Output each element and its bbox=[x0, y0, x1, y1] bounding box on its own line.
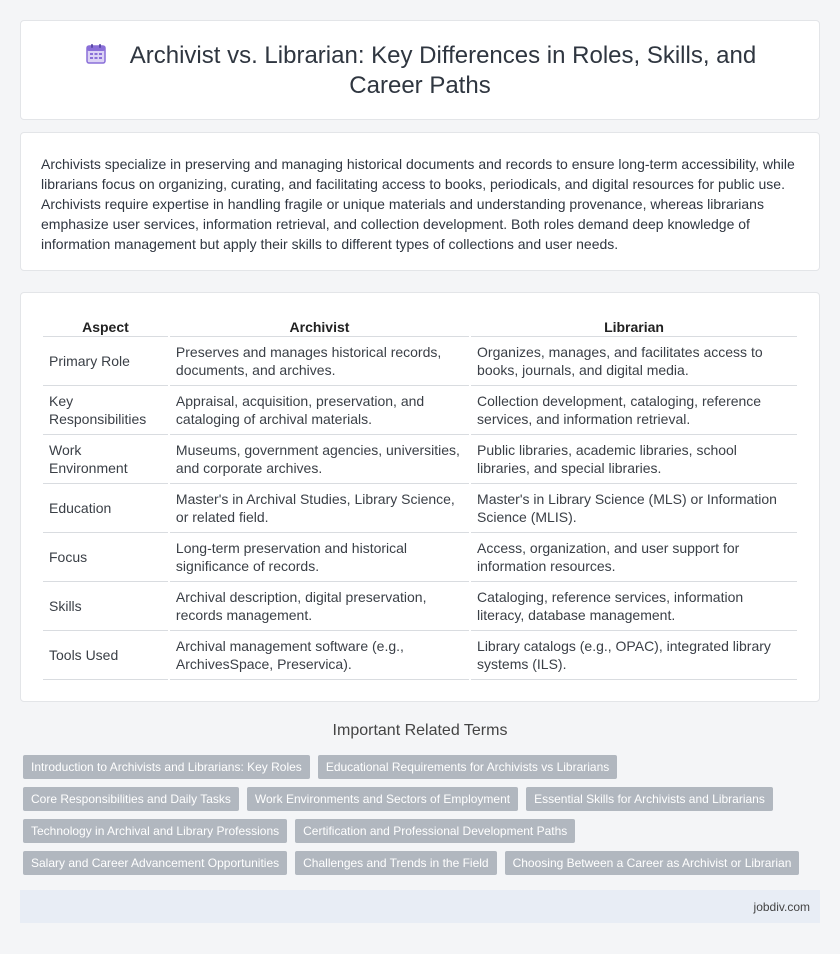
table-row bbox=[43, 484, 797, 533]
footer bbox=[20, 890, 820, 923]
archivist-cell: Museums, government agencies, universities, and corporate archives. bbox=[170, 435, 469, 484]
related-term-link[interactable]: Educational Requirements for Archivists vs Librarians bbox=[318, 755, 617, 779]
table-row bbox=[43, 582, 797, 631]
table-row bbox=[43, 386, 797, 435]
aspect-cell: Skills bbox=[43, 582, 168, 631]
page-title-block bbox=[51, 41, 789, 101]
table-row bbox=[43, 533, 797, 582]
related-terms-heading: Important Related Terms bbox=[332, 722, 508, 739]
related-term-link[interactable]: Technology in Archival and Library Professions bbox=[23, 819, 287, 843]
archivist-cell: Appraisal, acquisition, preservation, and cataloging of archival materials. bbox=[170, 386, 469, 435]
intro-card bbox=[20, 132, 820, 271]
related-term-link[interactable]: Essential Skills for Archivists and Librarians bbox=[526, 787, 773, 811]
related-term-link[interactable]: Choosing Between a Career as Archivist or Librarian bbox=[505, 851, 800, 875]
calendar-icon bbox=[84, 42, 108, 66]
table-row bbox=[43, 337, 797, 386]
footer-site-link[interactable]: jobdiv.com bbox=[753, 900, 810, 914]
librarian-cell: Library catalogs (e.g., OPAC), integrated library systems (ILS). bbox=[471, 631, 797, 680]
aspect-cell: Key Responsibilities bbox=[43, 386, 168, 435]
archivist-cell: Archival description, digital preservation, records management. bbox=[170, 582, 469, 631]
page-title: Archivist vs. Librarian: Key Differences in Roles, Skills, and Career Paths bbox=[129, 42, 757, 99]
archivist-cell: Preserves and manages historical records, documents, and archives. bbox=[170, 337, 469, 386]
librarian-cell: Collection development, cataloging, reference services, and information retrieval. bbox=[471, 386, 797, 435]
tag-row bbox=[23, 787, 823, 811]
comparison-table-card bbox=[20, 292, 820, 702]
related-term-link[interactable]: Salary and Career Advancement Opportunities bbox=[23, 851, 287, 875]
aspect-cell: Education bbox=[43, 484, 168, 533]
related-term-link[interactable]: Certification and Professional Development Paths bbox=[295, 819, 575, 843]
librarian-cell: Cataloging, reference services, information literacy, database management. bbox=[471, 582, 797, 631]
aspect-cell: Primary Role bbox=[43, 337, 168, 386]
librarian-cell: Access, organization, and user support for information resources. bbox=[471, 533, 797, 582]
aspect-cell: Work Environment bbox=[43, 435, 168, 484]
librarian-cell: Public libraries, academic libraries, school libraries, and special libraries. bbox=[471, 435, 797, 484]
related-term-link[interactable]: Core Responsibilities and Daily Tasks bbox=[23, 787, 239, 811]
intro-paragraph: Archivists specialize in preserving and managing historical documents and records to ensure long-term accessibility, while librarians focus on organizing, curating, and facilitating access to books, periodicals, and digital resources for public use. Archivists require expertise in handling fragile or unique materials and understanding provenance, whereas librarians emphasize user services, information retrieval, and collection development. Both roles demand deep knowledge of information management but apply their skills to different types of collections and user needs. bbox=[41, 156, 795, 252]
table-row bbox=[43, 631, 797, 680]
archivist-cell: Archival management software (e.g., ArchivesSpace, Preservica). bbox=[170, 631, 469, 680]
related-term-link[interactable]: Introduction to Archivists and Librarians: Key Roles bbox=[23, 755, 310, 779]
comparison-table bbox=[41, 315, 799, 680]
related-terms-list bbox=[23, 755, 823, 883]
tag-row bbox=[23, 851, 823, 875]
librarian-cell: Organizes, manages, and facilitates access to books, journals, and digital media. bbox=[471, 337, 797, 386]
librarian-cell: Master's in Library Science (MLS) or Information Science (MLIS). bbox=[471, 484, 797, 533]
archivist-cell: Long-term preservation and historical significance of records. bbox=[170, 533, 469, 582]
table-header-row bbox=[43, 315, 797, 337]
tag-row bbox=[23, 819, 823, 843]
table-row bbox=[43, 435, 797, 484]
related-term-link[interactable]: Challenges and Trends in the Field bbox=[295, 851, 496, 875]
archivist-cell: Master's in Archival Studies, Library Science, or related field. bbox=[170, 484, 469, 533]
header-librarian: Librarian bbox=[471, 315, 797, 337]
related-term-link[interactable]: Work Environments and Sectors of Employment bbox=[247, 787, 518, 811]
title-card bbox=[20, 20, 820, 120]
aspect-cell: Tools Used bbox=[43, 631, 168, 680]
header-archivist: Archivist bbox=[170, 315, 469, 337]
aspect-cell: Focus bbox=[43, 533, 168, 582]
tag-row bbox=[23, 755, 823, 779]
header-aspect: Aspect bbox=[43, 315, 168, 337]
